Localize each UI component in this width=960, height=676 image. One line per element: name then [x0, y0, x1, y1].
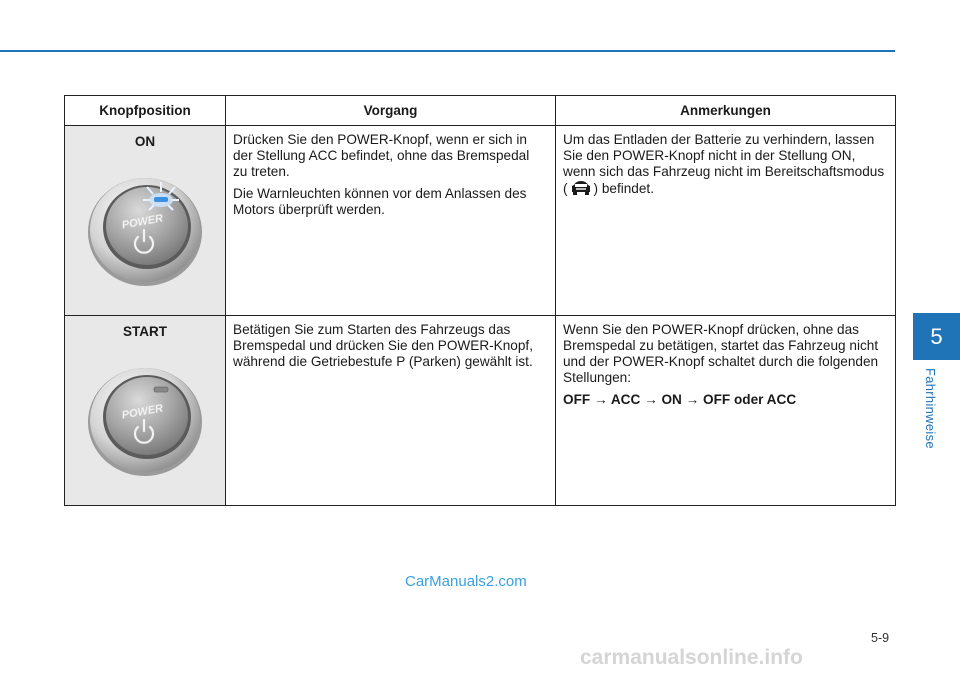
position-cell-start: [65, 316, 226, 506]
arrow-right-icon: →: [593, 392, 608, 407]
watermark-footer: carmanualsonline.info: [580, 646, 803, 669]
position-label-start: START: [123, 324, 167, 339]
table-header-row: [65, 96, 896, 126]
arrow-right-icon: →: [644, 392, 658, 407]
power-button-on-image: [85, 170, 205, 290]
table-row-on: [65, 126, 896, 316]
button-position-table: [64, 95, 896, 506]
power-button-start-image: [85, 360, 205, 480]
anmerkungen-text: Wenn Sie den POWER-Knopf drücken, ohne das Bremspedal zu betätigen, startet das Fahrzeug nicht und der POWER-Knopf schaltet durch die folgenden Stellungen:: [563, 322, 879, 385]
position-cell-on: [65, 126, 226, 316]
page-number: 5-9: [871, 631, 890, 645]
vorgang-text: Drücken Sie den POWER-Knopf, wenn er sich in der Stellung ACC befindet, ohne das Bremspedal zu treten.: [233, 132, 530, 179]
chapter-number-tab: 5: [913, 313, 960, 360]
knob-label-on: POWER: [120, 212, 164, 232]
vorgang-text: Betätigen Sie zum Starten des Fahrzeugs das Bremspedal und drücken Sie den POWER-Knopf, während die Getriebestufe P (Parken) gewählt ist.: [233, 322, 533, 369]
vorgang-cell-on: [226, 126, 556, 316]
header-knopfposition: Knopfposition: [65, 96, 226, 126]
vorgang-cell-start: [226, 316, 556, 506]
vorgang-text: Die Warnleuchten können vor dem Anlassen des Motors überprüft werden.: [233, 186, 527, 217]
chapter-title: Fahrhinweise: [923, 368, 938, 449]
table-row-start: [65, 316, 896, 506]
header-vorgang: Vorgang: [226, 96, 556, 126]
knob-label-start: POWER: [120, 402, 164, 422]
position-sequence: OFF → ACC → ON → OFF oder ACC: [563, 392, 797, 407]
header-anmerkungen: Anmerkungen: [556, 96, 896, 126]
anmerkungen-cell-on: [556, 126, 896, 316]
arrow-right-icon: →: [685, 392, 700, 407]
anmerkungen-text: Um das Entladen der Batterie zu verhindern, lassen Sie den POWER-Knopf nicht in der Stellung ON, wenn sich das Fahrzeug nicht im Bereitschaftsmodus ( ) befindet.: [563, 132, 885, 196]
watermark-link[interactable]: CarManuals2.com: [405, 573, 527, 590]
top-rule: [0, 50, 895, 52]
ready-car-icon: [570, 180, 592, 196]
position-label-on: ON: [134, 134, 156, 149]
anmerkungen-cell-start: [556, 316, 896, 506]
